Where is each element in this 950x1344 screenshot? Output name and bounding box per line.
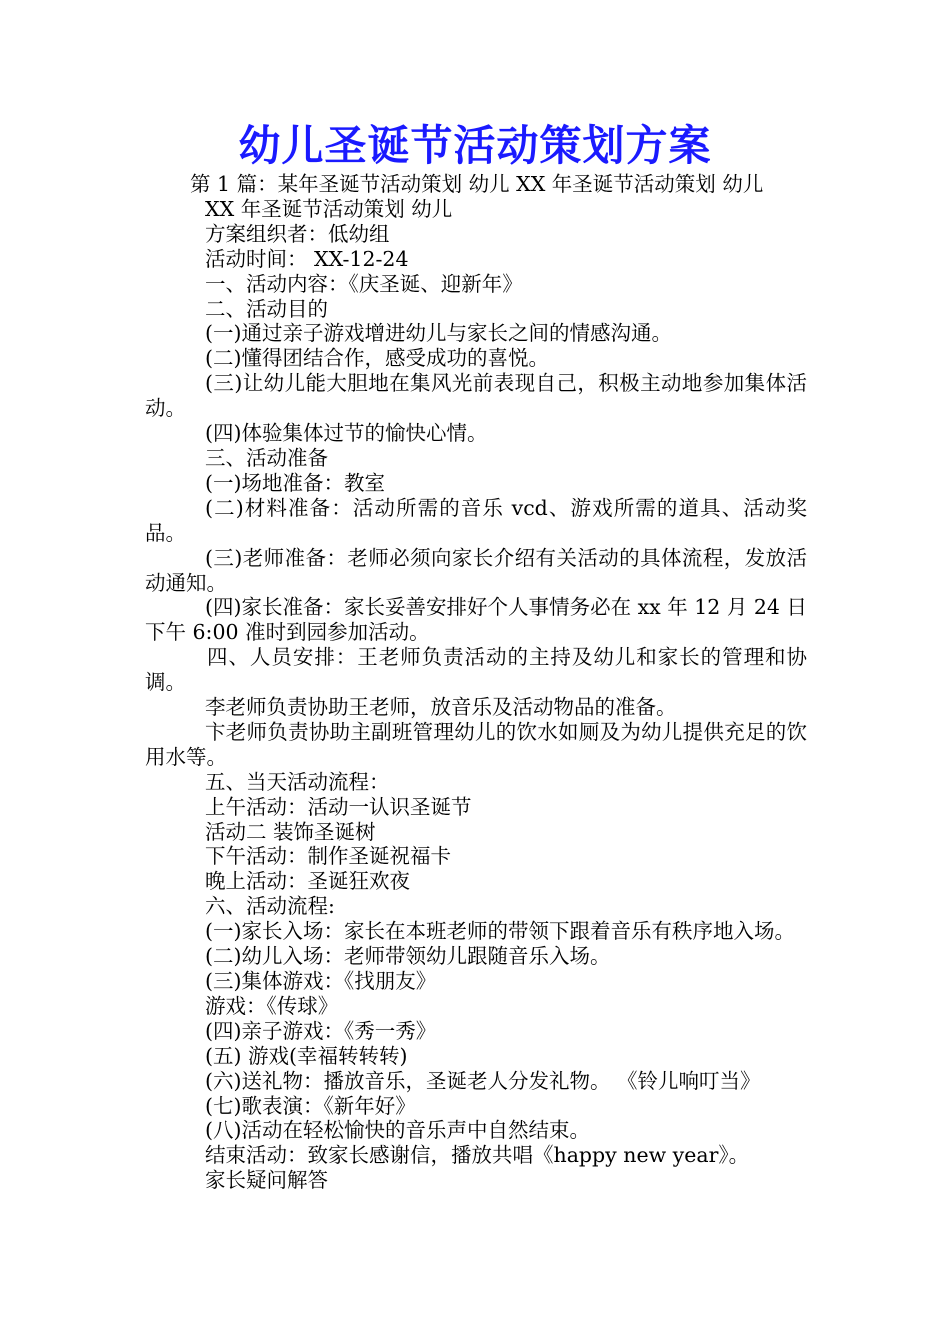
section-heading: 四、人员安排：王老师负责活动的主持及幼儿和家长的管理和协调。: [145, 645, 807, 695]
paragraph: (三)集体游戏：《找朋友》: [205, 969, 437, 993]
paragraph: (四)亲子游戏：《秀一秀》: [205, 1018, 437, 1043]
paragraph: (四)体验集体过节的愉快心情。: [205, 421, 488, 446]
paragraph: 方案组织者：低幼组: [205, 221, 390, 246]
paragraph: 游戏：《传球》: [205, 993, 339, 1018]
paragraph: (一)场地准备：教室: [205, 470, 385, 495]
paragraph: (四)家长准备：家长妥善安排好个人事情务必在 xx 年 12 月 24 日下午 6:00 准时到园参加活动。: [145, 595, 807, 645]
paragraph: 卞老师负责协助主副班管理幼儿的饮水如厕及为幼儿提供充足的饮用水等。: [145, 719, 807, 769]
section-heading: 五、当天活动流程：: [205, 769, 390, 794]
paragraph: (三)让幼儿能大胆地在集风光前表现自己，积极主动地参加集体活动。: [145, 371, 807, 421]
paragraph: 李老师负责协助王老师，放音乐及活动物品的准备。: [205, 695, 677, 720]
paragraph-intro: 第 1 篇：某年圣诞节活动策划 幼儿 XX 年圣诞节活动策划 幼儿: [190, 172, 764, 196]
document-title: 幼儿圣诞节活动策划方案: [238, 121, 712, 170]
section-heading: 二、活动目的: [205, 296, 328, 321]
section-heading: 六、活动流程:: [205, 894, 335, 919]
section-heading: 三、活动准备: [205, 445, 328, 470]
paragraph: 活动时间： XX-12-24: [205, 246, 409, 271]
paragraph: (二)懂得团结合作，感受成功的喜悦。: [205, 346, 549, 371]
paragraph: 结束活动：致家长感谢信，播放共唱《happy new year》。: [205, 1143, 750, 1168]
paragraph: XX 年圣诞节活动策划 幼儿: [205, 196, 453, 221]
paragraph: 家长疑问解答: [205, 1168, 328, 1193]
paragraph: (六)送礼物：播放音乐，圣诞老人分发礼物。 《铃儿响叮当》: [205, 1068, 761, 1093]
paragraph: (一)家长入场：家长在本班老师的带领下跟着音乐有秩序地入场。: [205, 919, 795, 944]
paragraph: (一)通过亲子游戏增进幼儿与家长之间的情感沟通。: [205, 321, 672, 346]
paragraph: (八)活动在轻松愉快的音乐声中自然结束。: [205, 1118, 590, 1143]
document-body: [145, 172, 807, 1193]
section-heading: 一、活动内容：《庆圣诞、迎新年》: [205, 271, 523, 296]
paragraph: 下午活动：制作圣诞祝福卡: [205, 844, 451, 869]
paragraph: (五) 游戏(幸福转转转): [205, 1043, 408, 1068]
paragraph: 活动二 装饰圣诞树: [205, 819, 376, 844]
paragraph: (二)材料准备：活动所需的音乐 vcd、游戏所需的道具、活动奖品。: [145, 495, 807, 545]
paragraph: (七)歌表演：《新年好》: [205, 1093, 416, 1118]
paragraph: 上午活动：活动一认识圣诞节: [205, 794, 472, 819]
paragraph: 晚上活动：圣诞狂欢夜: [205, 869, 410, 894]
paragraph: (三)老师准备：老师必须向家长介绍有关活动的具体流程，发放活动通知。: [145, 545, 807, 595]
paragraph: (二)幼儿入场：老师带领幼儿跟随音乐入场。: [205, 944, 611, 969]
